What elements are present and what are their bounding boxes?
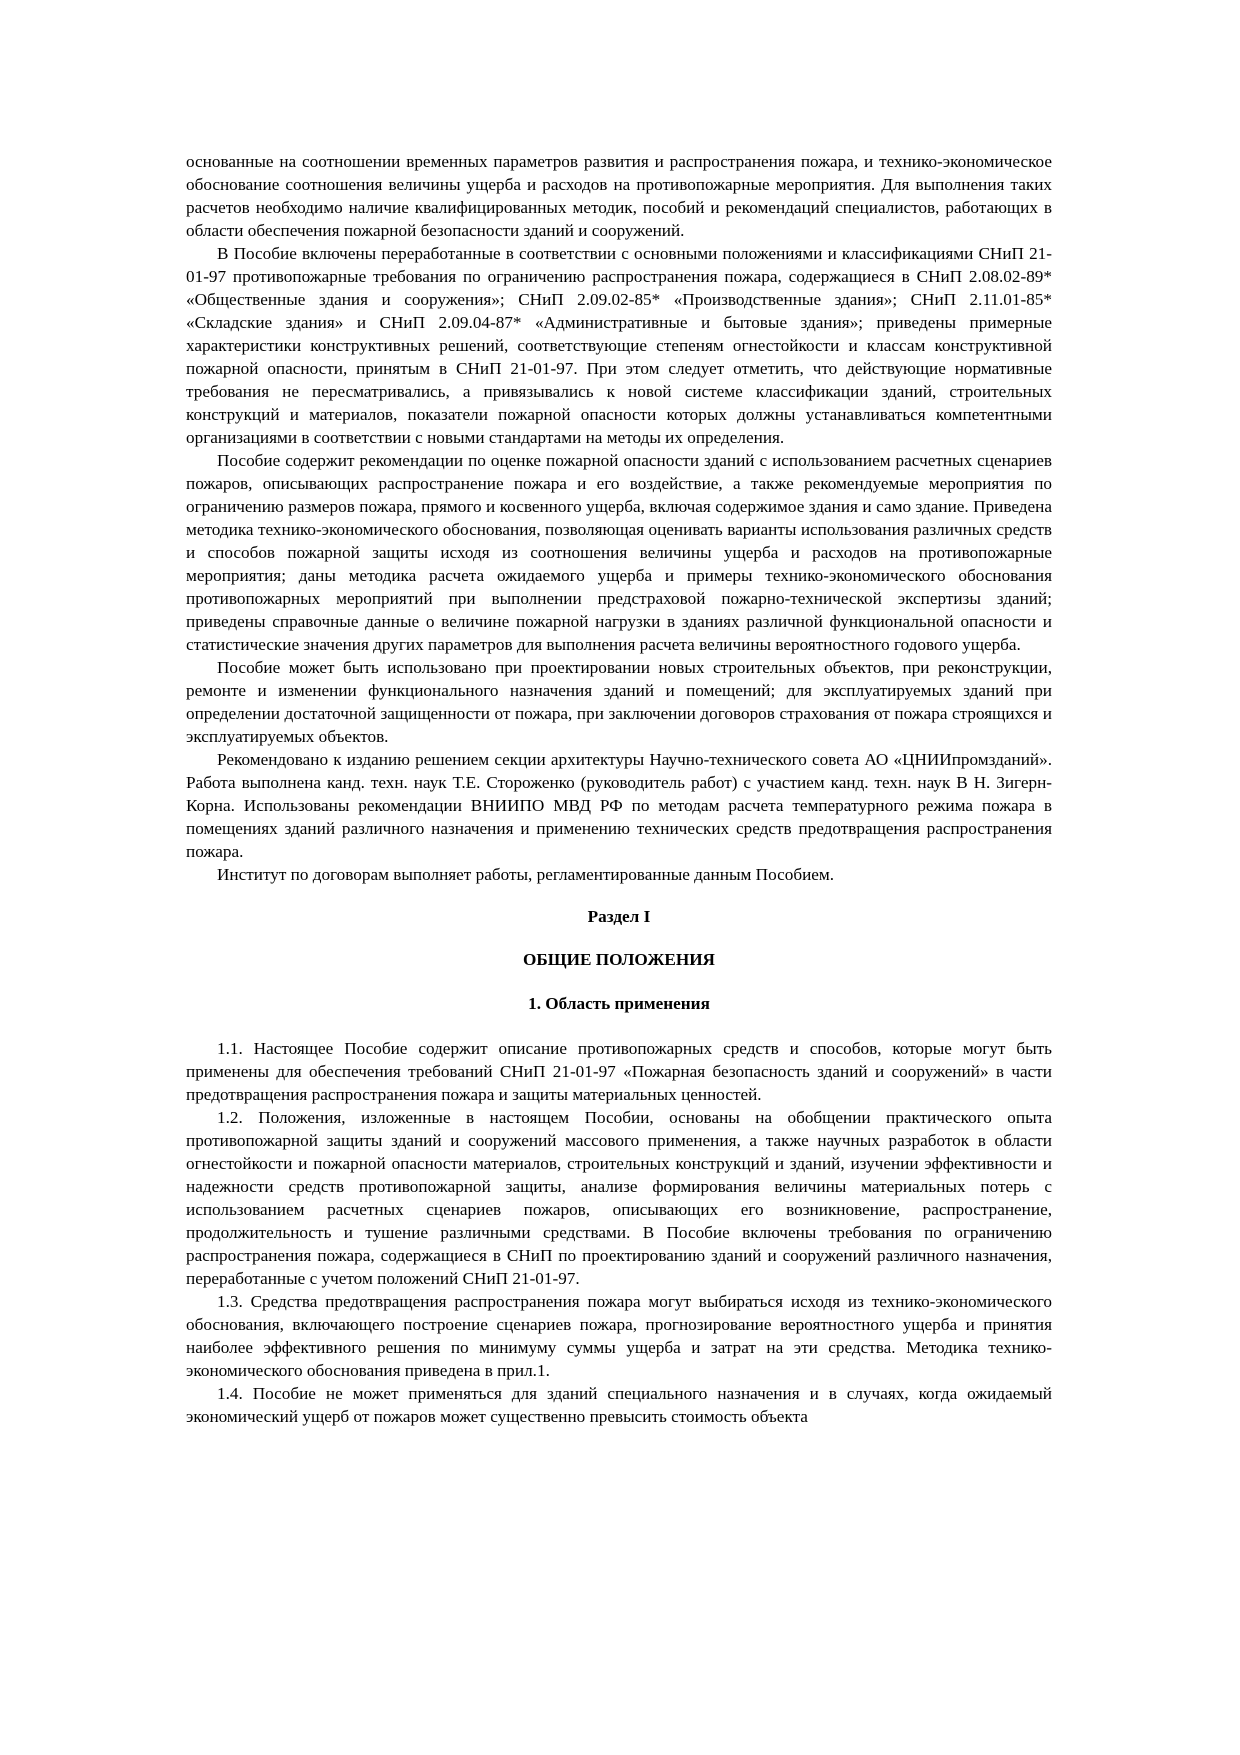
section-label: Раздел I — [587, 907, 651, 926]
intro-paragraph-4: Пособие может быть использовано при проектировании новых строительных объектов, при реконструкции, ремонте и изменении функционального назначения зданий и помещений; для эксплуатируемых зданий при определении достаточной защищенности от пожара, при заключении договоров страхования от пожара строящихся и эксплуатируемых объектов. — [186, 658, 1052, 746]
section-title: ОБЩИЕ ПОЛОЖЕНИЯ — [523, 950, 715, 969]
intro-paragraph-6: Институт по договорам выполняет работы, регламентированные данным Пособием. — [217, 865, 835, 884]
intro-paragraph-2: В Пособие включены переработанные в соответствии с основными положениями и классификациями СНиП 21-01-97 противопожарные требования по ограничению распространения пожара, содержащиеся в СНиП 2.08.02-89* «Общественные здания и сооружения»; СНиП 2.09.02-85* «Производственные здания»; СНиП 2.11.01-85* «Складские здания» и СНиП 2.09.04-87* «Административные и бытовые здания»; приведены примерные характеристики конструктивных решений, соответствующие степеням огнестойкости и классам конструктивной пожарной опасности, принятым в СНиП 21-01-97. При этом следует отметить, что действующие нормативные требования не пересматривались, а привязывались к новой системе классификации зданий, строительных конструкций и материалов, показатели пожарной опасности которых должны устанавливаться компетентными организациями в соответствии с новыми стандартами на методы их определения. — [186, 244, 1052, 447]
clause-1-4: 1.4. Пособие не может применяться для зданий специального назначения и в случаях, когда ожидаемый экономический ущерб от пожаров может существенно превысить стоимость объекта — [186, 1384, 1052, 1426]
intro-paragraph-1: основанные на соотношении временных параметров развития и распространения пожара, и технико-экономическое обоснование соотношения величины ущерба и расходов на противопожарные мероприятия. Для выполнения таких расчетов необходимо наличие квалифицированных методик, пособий и рекомендаций специалистов, работающих в области обеспечения пожарной безопасности зданий и сооружений. — [186, 152, 1052, 240]
intro-paragraph-3: Пособие содержит рекомендации по оценке пожарной опасности зданий с использованием расчетных сценариев пожаров, описывающих распространение пожара и его воздействие, а также рекомендуемые мероприятия по ограничению размеров пожара, прямого и косвенного ущерба, включая содержимое здания и само здание. Приведена методика технико-экономического обоснования, позволяющая оценивать варианты использования различных средств и способов пожарной защиты исходя из соотношения величины ущерба и расходов на противопожарные мероприятия; даны методика расчета ожидаемого ущерба и примеры технико-экономического обоснования противопожарных мероприятий при выполнении предстраховой пожарно-технической экспертизы зданий; приведены справочные данные о величине пожарной нагрузки в зданиях различной функциональной опасности и статистические значения других параметров для выполнения расчета величины вероятностного годового ущерба. — [186, 451, 1052, 654]
clause-1-1: 1.1. Настоящее Пособие содержит описание противопожарных средств и способов, которые могут быть применены для обеспечения требований СНиП 21-01-97 «Пожарная безопасность зданий и сооружений» в части предотвращения распространения пожара и защиты материальных ценностей. — [186, 1039, 1052, 1104]
clause-1-2: 1.2. Положения, изложенные в настоящем Пособии, основаны на обобщении практического опыта противопожарной защиты зданий и сооружений массового применения, а также научных разработок в области огнестойкости и пожарной опасности материалов, строительных конструкций и зданий, изучении эффективности и надежности средств противопожарной защиты, анализе формирования величины материальных потерь с использованием расчетных сценариев пожаров, описывающих его возникновение, распространение, продолжительность и тушение различными средствами. В Пособие включены требования по ограничению распространения пожара, содержащиеся в СНиП по проектированию зданий и сооружений различного назначения, переработанные с учетом положений СНиП 21-01-97. — [186, 1108, 1052, 1288]
intro-paragraph-5: Рекомендовано к изданию решением секции архитектуры Научно-технического совета АО «ЦНИИпромзданий». Работа выполнена канд. техн. наук Т.Е. Стороженко (руководитель работ) с участием канд. техн. наук В Н. Зигерн-Корна. Использованы рекомендации ВНИИПО МВД РФ по методам расчета температурного режима пожара в помещениях зданий различного назначения и применению технических средств предотвращения распространения пожара. — [186, 750, 1052, 861]
document-page — [186, 150, 1052, 1428]
clause-1-3: 1.3. Средства предотвращения распространения пожара могут выбираться исходя из технико-экономического обоснования, включающего построение сценариев пожара, прогнозирование вероятностного ущерба и принятия наиболее эффективного решения по минимуму суммы ущерба и затрат на эти средства. Методика технико-экономического обоснования приведена в прил.1. — [186, 1292, 1052, 1380]
subsection-title: 1. Область применения — [528, 994, 710, 1013]
